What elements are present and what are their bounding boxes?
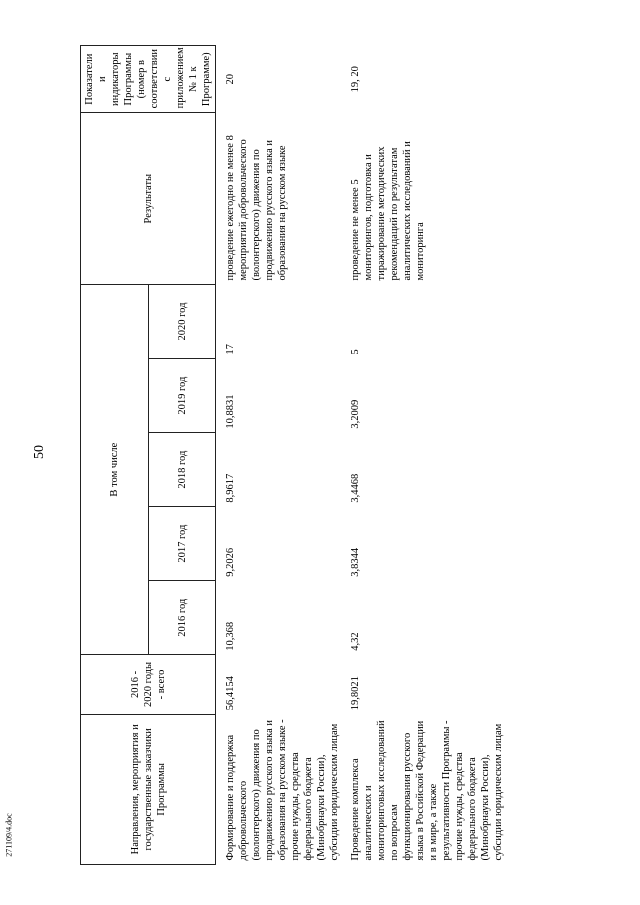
header-indicators: Показатели и индикаторы Программы (номер в соответствии с приложением № 1 к Программе) [81,46,216,113]
header-total: 2016 - 2020 годы - всего [81,655,216,714]
header-year-2017: 2017 год [149,507,216,581]
row-value-2016: 4,32 [350,632,361,651]
row-value-2017: 3,8344 [350,547,361,577]
header-including: В том числе [81,285,149,655]
row-value-2020: 5 [350,349,361,355]
row-activity-name: Проведение комплекса аналитических и мониторинговых исследований по вопросам функционирования русского языка в Российской Федерации и в мире, а также результативности Программы - прочие нужды, средства федерального бюджета (Минобрнауки России), субсидии юридическим лицам [350,720,504,861]
row-activity-name: Формирование и поддержка добровольческого (волонтерского) движения по продвижению русского языка и образования на русском языке - прочие нужды, средства федерального бюджета (Минобрнауки России), субсидии юридическим лицам [225,719,340,861]
page-number: 50 [32,445,47,459]
row-indicators: 19, 20 [350,66,361,93]
row-result: проведение не менее 5 мониторингов, подготовка и тиражирование методических рекомендаций по результатам аналитических исследований и мониторинга [350,141,426,281]
row-total: 19,8021 [350,676,361,711]
row-value-2019: 10,8831 [225,394,236,429]
row-total: 56,4154 [225,676,236,711]
row-value-2020: 17 [225,344,236,355]
document-file-name: 271109/4.doc [4,813,14,857]
row-value-2019: 3,2009 [350,399,361,429]
header-year-2019: 2019 год [149,359,216,433]
table-row [216,46,344,865]
header-directions: Направления, мероприятия и государственные заказчики Программы [81,714,216,864]
header-results: Результаты [81,113,216,285]
program-activities-table [80,45,507,865]
row-value-2016: 10,368 [225,621,236,651]
rotated-table-page [80,45,640,865]
header-year-2020: 2020 год [149,285,216,359]
row-value-2018: 3,4468 [350,473,361,503]
row-indicators: 20 [225,73,236,85]
row-value-2017: 9,2026 [225,547,236,577]
header-year-2016: 2016 год [149,581,216,655]
table-row [343,46,507,865]
row-value-2018: 8,9617 [225,473,236,503]
row-result: проведение ежегодно не менее 8 мероприятий добровольческого (волонтерского) движения по продвижению русского языка и образования на русском языке [225,135,288,281]
header-year-2018: 2018 год [149,433,216,507]
